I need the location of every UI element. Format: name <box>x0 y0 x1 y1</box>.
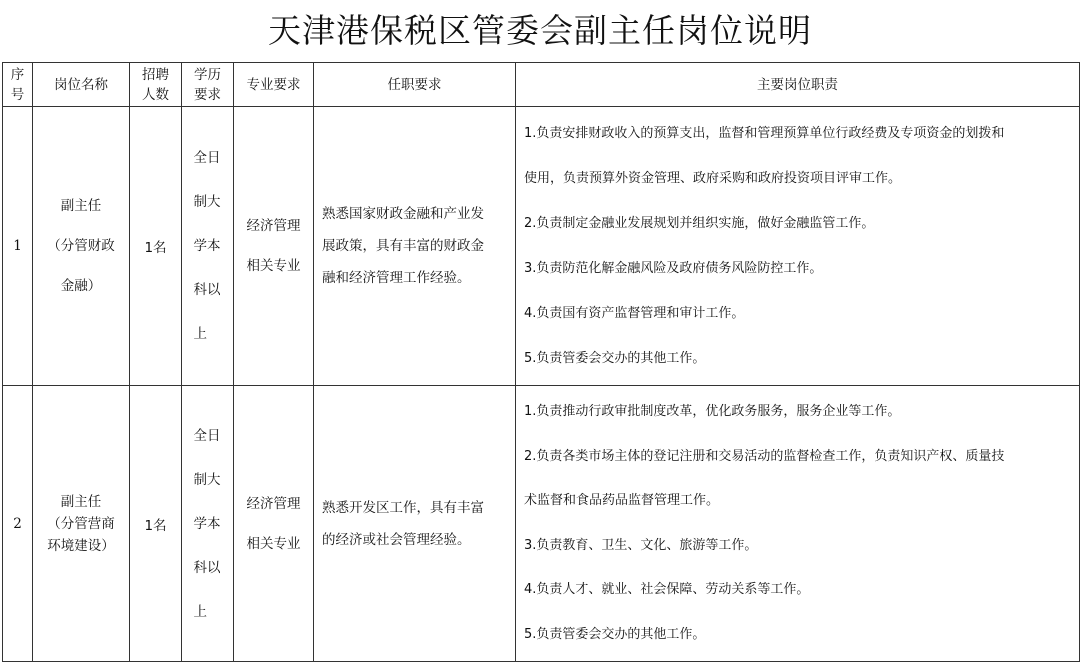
position-table <box>2 62 1080 662</box>
duty-item: 4.负责人才、就业、社会保障、劳动关系等工作。 <box>524 582 810 597</box>
duty-item: 5.负责管委会交办的其他工作。 <box>524 351 706 366</box>
row-seq: 1 <box>3 107 33 386</box>
row-education: 全日 制大 学本 科以 上 <box>182 386 234 662</box>
duty-item: 1.负责推动行政审批制度改革，优化政务服务，服务企业等工作。 <box>524 404 901 419</box>
header-education: 学历 要求 <box>182 63 234 107</box>
row-education: 全日 制大 学本 科以 上 <box>182 107 234 386</box>
row-position: 副主任 （分管财政 金融） <box>33 107 130 386</box>
row-requirements: 熟悉国家财政金融和产业发 展政策，具有丰富的财政金 融和经济管理工作经验。 <box>314 107 516 386</box>
row-hire-count: 1名 <box>130 386 182 662</box>
duty-item: 使用，负责预算外资金管理、政府采购和政府投资项目评审工作。 <box>524 171 902 186</box>
row-seq: 2 <box>3 386 33 662</box>
header-position: 岗位名称 <box>33 63 130 107</box>
duty-item: 1.负责安排财政收入的预算支出，监督和管理预算单位行政经费及专项资金的划拨和 <box>524 126 1005 141</box>
header-hire-count: 招聘 人数 <box>130 63 182 107</box>
table-row <box>3 107 1080 386</box>
page-title: 天津港保税区管委会副主任岗位说明 <box>268 11 812 50</box>
duty-item: 5.负责管委会交办的其他工作。 <box>524 626 706 642</box>
row-major: 经济管理 相关专业 <box>234 107 314 386</box>
duty-item: 2.负责制定金融业发展规划并组织实施，做好金融监管工作。 <box>524 216 875 231</box>
row-hire-count: 1名 <box>130 107 182 386</box>
header-seq: 序 号 <box>3 63 33 107</box>
row-requirements: 熟悉开发区工作，具有丰富 的经济或社会管理经验。 <box>314 386 516 662</box>
row-duties <box>516 107 1080 386</box>
header-requirements: 任职要求 <box>314 63 516 107</box>
table-row <box>3 386 1080 662</box>
duty-item: 4.负责国有资产监督管理和审计工作。 <box>524 306 745 321</box>
header-major: 专业要求 <box>234 63 314 107</box>
duty-item: 3.负责教育、卫生、文化、旅游等工作。 <box>524 537 758 553</box>
duty-item: 术监督和食品药品监督管理工作。 <box>524 493 720 508</box>
header-duties: 主要岗位职责 <box>516 63 1080 107</box>
row-duties <box>516 386 1080 662</box>
table-header-row <box>3 63 1080 107</box>
duty-item: 2.负责各类市场主体的登记注册和交易活动的监督检查工作，负责知识产权、质量技 <box>524 448 1005 464</box>
row-position: 副主任 （分管营商 环境建设） <box>33 386 130 662</box>
duty-item: 3.负责防范化解金融风险及政府债务风险防控工作。 <box>524 261 823 276</box>
row-major: 经济管理 相关专业 <box>234 386 314 662</box>
